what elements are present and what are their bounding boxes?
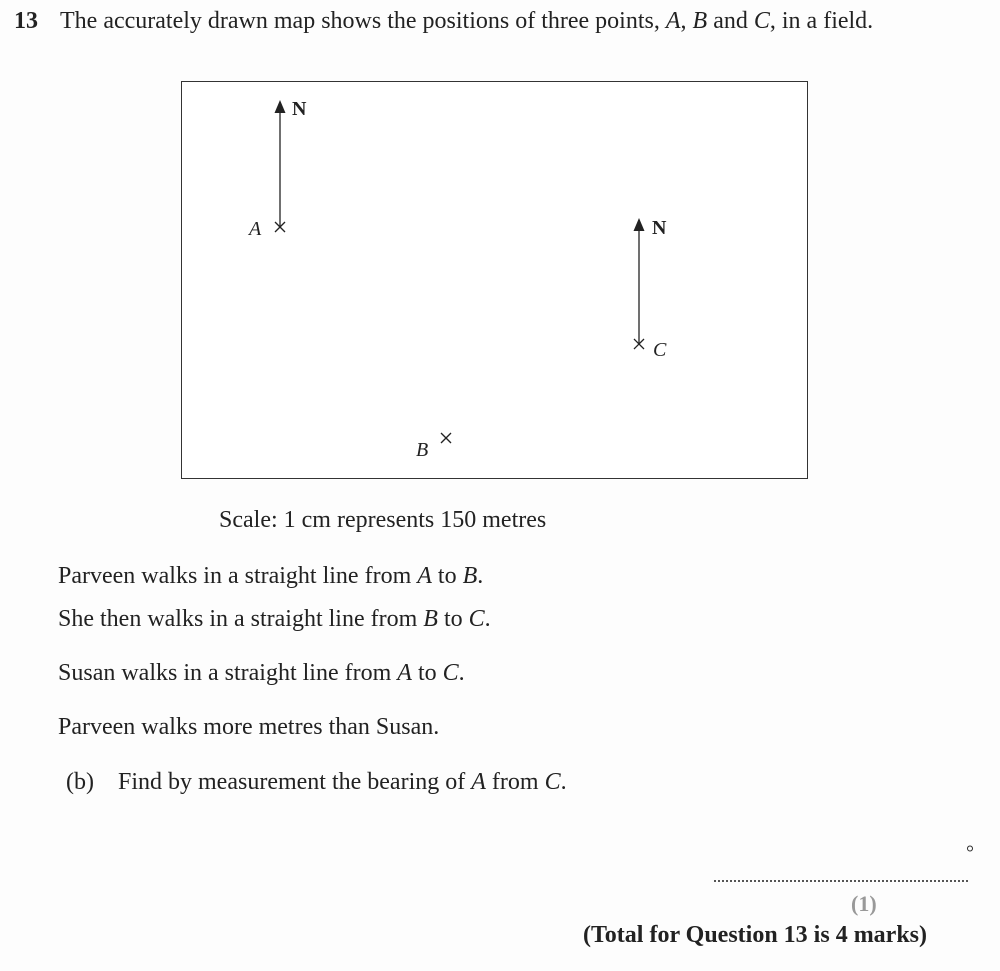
north-label-c: N [652, 217, 667, 239]
field-map [181, 81, 808, 479]
question-intro: The accurately drawn map shows the positions of three points, A, B and C, in a field. [60, 8, 874, 34]
north-arrowhead-a [275, 100, 286, 113]
part-b-label: (b) [66, 769, 94, 795]
map-drawing [182, 82, 809, 480]
point-label-b: B [416, 439, 429, 461]
point-label-c: C [653, 339, 667, 361]
degree-symbol: ° [966, 842, 974, 864]
scale-text: Scale: 1 cm represents 150 metres [219, 507, 547, 533]
answer-line[interactable] [714, 880, 968, 882]
north-arrowhead-c [634, 218, 645, 231]
paragraph-4: Parveen walks more metres than Susan. [58, 714, 440, 740]
north-label-a: N [292, 98, 307, 120]
part-b-question: (b) Find by measurement the bearing of A from C. [66, 769, 567, 795]
paragraph-2: She then walks in a straight line from B to C. [58, 606, 491, 632]
paragraph-3: Susan walks in a straight line from A to C. [58, 660, 465, 686]
total-marks: (Total for Question 13 is 4 marks) [583, 922, 928, 948]
paragraph-1: Parveen walks in a straight line from A to B. [58, 563, 484, 589]
part-marks: (1) [851, 891, 877, 916]
question-number: 13 [14, 8, 38, 34]
point-label-a: A [249, 218, 262, 240]
